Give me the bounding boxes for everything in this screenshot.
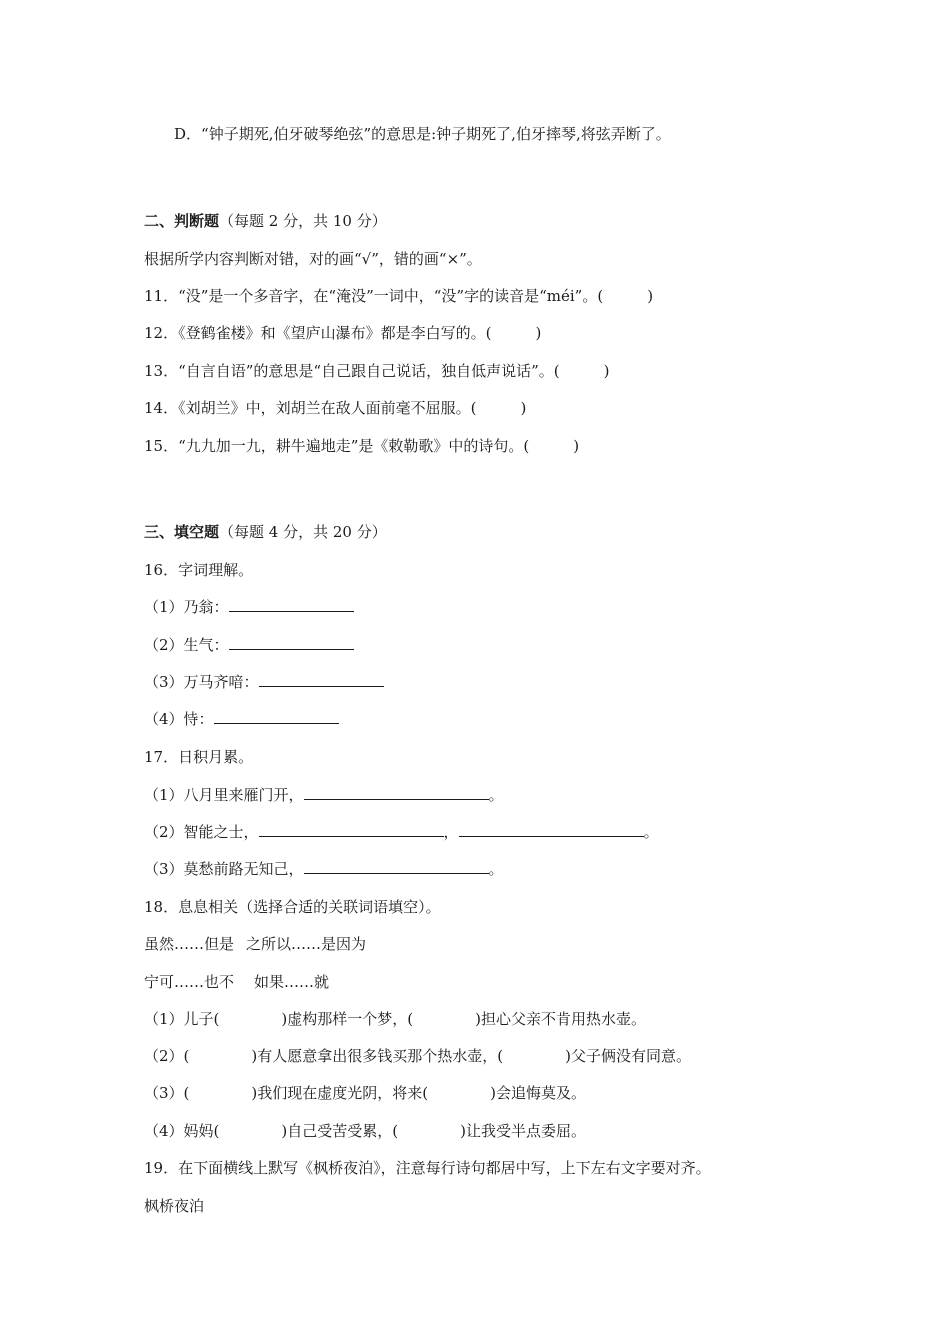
sentence-part: )自己受苦受累，( xyxy=(281,1122,399,1140)
close-paren: ) xyxy=(573,437,580,455)
q17-item-2 xyxy=(144,822,659,842)
q18-sentence-1 xyxy=(144,1009,646,1029)
q18-options-row-2 xyxy=(144,972,329,992)
sentence-part: )我们现在虚度光阴，将来( xyxy=(251,1084,429,1102)
period: 。 xyxy=(488,860,504,878)
q16-item-1 xyxy=(144,597,354,617)
answer-line[interactable] xyxy=(304,785,489,800)
sentence-part: （3）( xyxy=(144,1084,190,1102)
sentence-part: )有人愿意拿出很多钱买那个热水壶，( xyxy=(251,1047,504,1065)
answer-line[interactable] xyxy=(259,822,444,837)
judge-item-text: 13．“自言自语”的意思是“自己跟自己说话，独自低声说话”。( xyxy=(144,362,560,380)
q18-sentence-2 xyxy=(144,1046,691,1066)
answer-line[interactable] xyxy=(304,859,489,874)
judge-item-14 xyxy=(144,398,526,418)
sentence-part: )父子俩没有同意。 xyxy=(565,1047,691,1065)
q16-label: （3）万马齐喑： xyxy=(144,673,259,691)
close-paren: ) xyxy=(535,324,542,342)
sentence-part: （4）妈妈( xyxy=(144,1122,220,1140)
section3-note: （每题 4 分，共 20 分） xyxy=(219,523,387,541)
section2-instruction: 根据所学内容判断对错，对的画“√”，错的画“×”。 xyxy=(144,250,482,268)
option-word: 之所以……是因为 xyxy=(246,935,367,953)
judge-item-15 xyxy=(144,436,579,456)
q18-title: 18．息息相关（选择合适的关联词语填空）。 xyxy=(144,898,441,916)
q18-options-row-1 xyxy=(144,934,366,954)
q16-item-4 xyxy=(144,709,339,729)
period: 。 xyxy=(643,823,659,841)
q16-label: （1）乃翁： xyxy=(144,598,229,616)
section2-heading xyxy=(144,211,387,231)
q17-title: 17．日积月累。 xyxy=(144,748,254,766)
option-word: 虽然……但是 xyxy=(144,935,235,953)
q17-item-3 xyxy=(144,859,504,879)
q18-sentence-3 xyxy=(144,1083,586,1103)
close-paren: ) xyxy=(520,399,527,417)
option-word: 如果……就 xyxy=(254,973,330,991)
judge-item-text: 15．“九九加一九，耕牛遍地走”是《敕勒歌》中的诗句。( xyxy=(144,437,530,455)
q18-sentence-4 xyxy=(144,1121,586,1141)
answer-line[interactable] xyxy=(229,597,354,612)
answer-line[interactable] xyxy=(214,709,339,724)
q16-label: （2）生气： xyxy=(144,636,229,654)
answer-line[interactable] xyxy=(259,672,384,687)
sentence-part: )虚构那样一个梦，( xyxy=(281,1010,414,1028)
comma: ， xyxy=(443,823,459,841)
q17-item-1 xyxy=(144,785,504,805)
close-paren: ) xyxy=(603,362,610,380)
judge-item-text: 11．“没”是一个多音字，在“淹没”一词中，“没”字的读音是“méi”。( xyxy=(144,287,604,305)
section2-note: （每题 2 分，共 10 分） xyxy=(219,212,387,230)
judge-item-11 xyxy=(144,286,653,306)
judge-item-12 xyxy=(144,323,541,343)
q17-label: （1）八月里来雁门开， xyxy=(144,786,304,804)
judge-item-13 xyxy=(144,361,609,381)
q16-item-2 xyxy=(144,635,354,655)
q16-title: 16．字词理解。 xyxy=(144,561,254,579)
sentence-part: （1）儿子( xyxy=(144,1010,220,1028)
period: 。 xyxy=(488,786,504,804)
q17-label: （3）莫愁前路无知己， xyxy=(144,860,304,878)
option-word: 宁可……也不 xyxy=(144,973,235,991)
sentence-part: （2）( xyxy=(144,1047,190,1065)
sentence-part: )会追悔莫及。 xyxy=(490,1084,586,1102)
judge-item-text: 12．《登鹤雀楼》和《望庐山瀑布》都是李白写的。( xyxy=(144,324,492,342)
section2-title: 二、判断题 xyxy=(144,212,220,230)
q16-label: （4）恃： xyxy=(144,710,214,728)
sentence-part: )让我受半点委屈。 xyxy=(460,1122,586,1140)
judge-item-text: 14．《刘胡兰》中，刘胡兰在敌人面前毫不屈服。( xyxy=(144,399,477,417)
q19-poem-title: 枫桥夜泊 xyxy=(144,1197,205,1215)
option-d: D．“钟子期死,伯牙破琴绝弦”的意思是:钟子期死了,伯牙摔琴,将弦弄断了。 xyxy=(174,125,671,143)
answer-line[interactable] xyxy=(459,822,644,837)
section3-title: 三、填空题 xyxy=(144,523,220,541)
sentence-part: )担心父亲不肯用热水壶。 xyxy=(475,1010,646,1028)
answer-line[interactable] xyxy=(229,635,354,650)
q17-label: （2）智能之士， xyxy=(144,823,259,841)
q16-item-3 xyxy=(144,672,384,692)
q19-title: 19．在下面横线上默写《枫桥夜泊》，注意每行诗句都居中写，上下左右文字要对齐。 xyxy=(144,1159,711,1177)
section3-heading xyxy=(144,522,387,542)
close-paren: ) xyxy=(647,287,654,305)
